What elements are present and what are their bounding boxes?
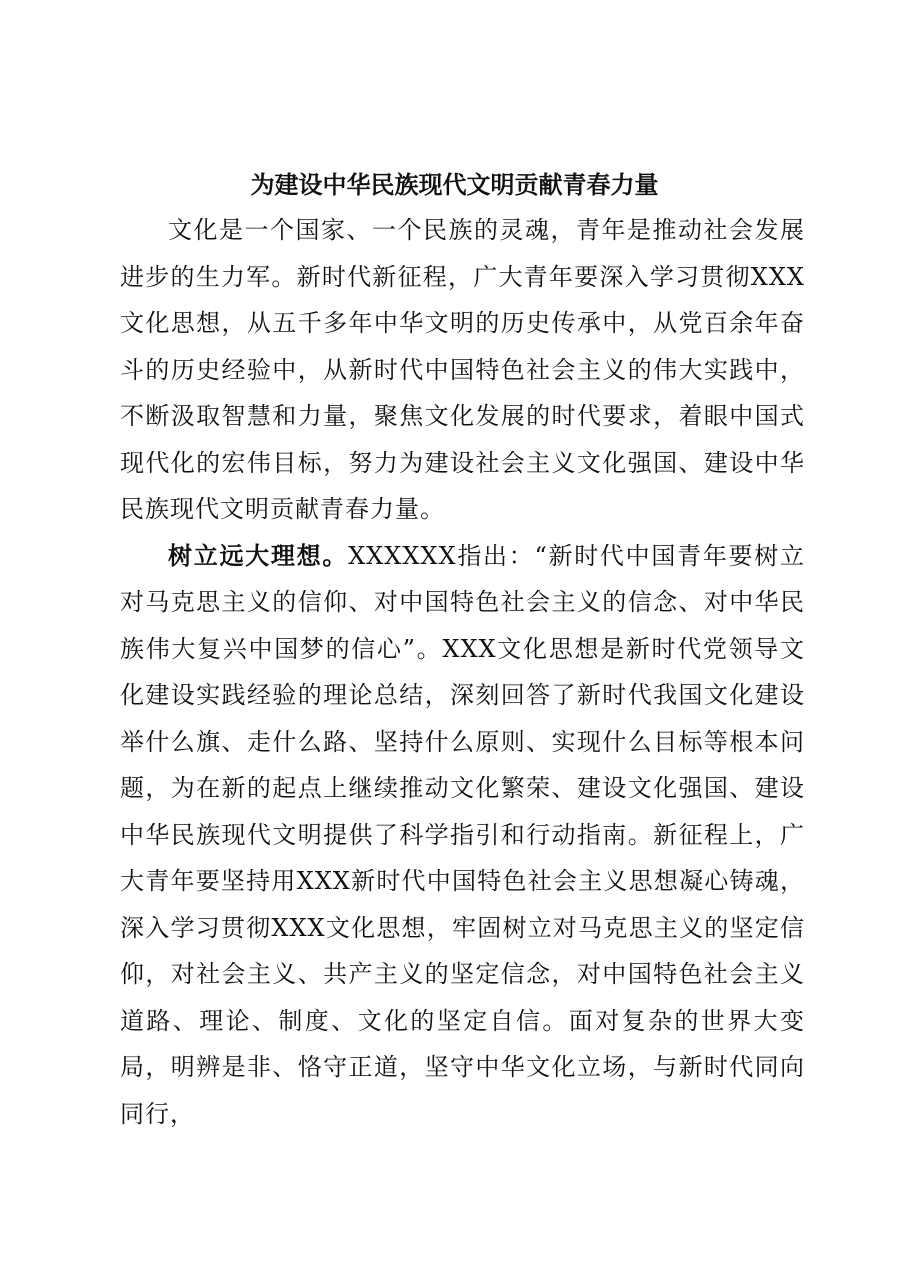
paragraph-text: 文化是一个国家、一个民族的灵魂，青年是推动社会发展进步的生力军。新时代新征程，广大青年要深入学习贯彻XXX文化思想，从五千多年中华文明的历史传承中，从党百余年奋斗的历史经验中，从新时代中国特色社会主义的伟大实践中，不断汲取智慧和力量，聚焦文化发展的时代要求，着眼中国式现代化的宏伟目标，努力为建设社会主义文化强国、建设中华民族现代文明贡献青春力量。 [120,216,805,523]
paragraph-ideals [120,533,805,1138]
document-body [120,207,805,1137]
paragraph-text: XXXXXX指出：“新时代中国青年要树立对马克思主义的信仰、对中国特色社会主义的信念、对中华民族伟大复兴中国梦的信心”。XXX文化思想是新时代党领导文化建设实践经验的理论总结，深刻回答了新时代我国文化建设举什么旗、走什么路、坚持什么原则、实现什么目标等根本问题，为在新的起点上继续推动文化繁荣、建设文化强国、建设中华民族现代文明提供了科学指引和行动指南。新征程上，广大青年要坚持用XXX新时代中国特色社会主义思想凝心铸魂，深入学习贯彻XXX文化思想，牢固树立对马克思主义的坚定信仰，对社会主义、共产主义的坚定信念，对中国特色社会主义道路、理论、制度、文化的坚定自信。面对复杂的世界大变局，明辨是非、恪守正道，坚守中华文化立场，与新时代同向同行， [120,541,805,1128]
document-title: 为建设中华民族现代文明贡献青春力量 [250,170,659,199]
paragraph-intro [120,207,805,533]
paragraph-lead: 树立远大理想。 [168,540,349,570]
